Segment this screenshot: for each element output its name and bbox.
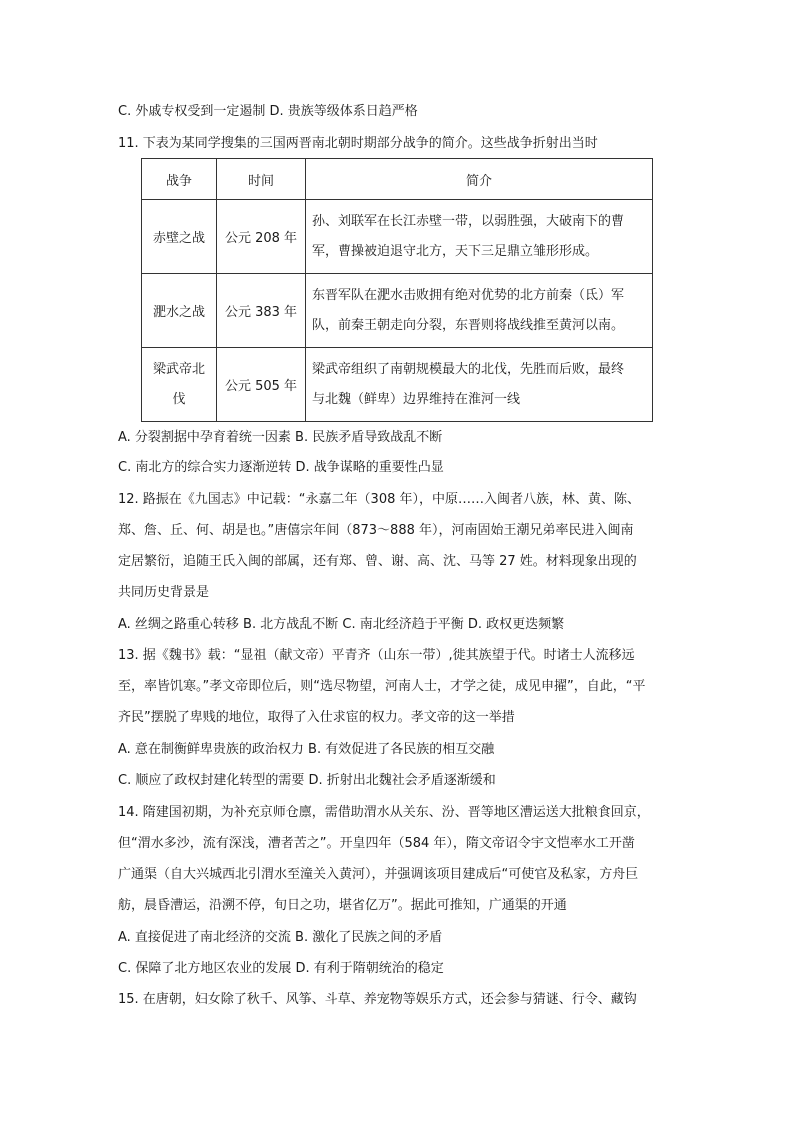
q14-stem-line: 14. 隋建国初期，为补充京师仓廪，需借助渭水从关东、汾、晋等地区漕运送大批粮食回京， [118,805,650,820]
war-time: 公元 383 年 [217,274,306,348]
desc-line: 与北魏（鲜卑）边界维持在淮河一线 [312,391,521,407]
desc-line: 孙、刘联军在长江赤壁一带，以弱胜强，大破南下的曹 [312,213,625,229]
header-war: 战争 [142,159,217,200]
q14-stem-line: 但“渭水多沙，流有深浅，漕者苦之”。开皇四年（584 年），隋文帝诏令宇文恺率水工开凿 [118,836,635,851]
header-time: 时间 [217,159,306,200]
q12-options: A. 丝绸之路重心转移 B. 北方战乱不断 C. 南北经济趋于平衡 D. 政权更迭频繁 [118,617,565,632]
q11-options-ab: A. 分裂割据中孕育着统一因素 B. 民族矛盾导致战乱不断 [118,430,443,445]
desc-line: 东晋军队在淝水击败拥有绝对优势的北方前秦（氐）军 [312,287,625,303]
desc-line: 军，曹操被迫退守北方，天下三足鼎立雏形形成。 [312,243,599,259]
war-name: 淝水之战 [142,274,217,348]
war-name-line: 梁武帝北 [152,361,205,377]
q12-stem-line: 郑、詹、丘、何、胡是也。”唐僖宗年间（873～888 年），河南固始王潮兄弟率民进入闽南 [118,523,634,538]
war-name-line: 伐 [172,391,186,407]
table-row [142,348,653,422]
table-header-row [142,159,653,200]
q13-stem-line: 齐民”摆脱了卑贱的地位，取得了入仕求宦的权力。孝文帝的这一举措 [118,710,515,725]
q14-options-cd: C. 保障了北方地区农业的发展 D. 有利于隋朝统治的稳定 [118,961,444,976]
war-desc [306,200,653,274]
q12-stem-line: 共同历史背景是 [118,585,210,600]
q14-stem-line: 广通渠（自大兴城西北引渭水至潼关入黄河），并强调该项目建成后“可使官及私家，方舟巨 [118,867,639,882]
q13-options-ab: A. 意在制衡鲜卑贵族的政治权力 B. 有效促进了各民族的相互交融 [118,742,495,757]
war-desc [306,348,653,422]
q13-options-cd: C. 顺应了政权封建化转型的需要 D. 折射出北魏社会矛盾逐渐缓和 [118,773,496,788]
war-name [142,348,217,422]
desc-line: 队，前秦王朝走向分裂，东晋则将战线推至黄河以南。 [312,317,625,333]
war-name: 赤壁之战 [142,200,217,274]
q11-options-cd: C. 南北方的综合实力逐渐逆转 D. 战争谋略的重要性凸显 [118,460,444,475]
q13-stem-line: 13. 据《魏书》载：“显祖（献文帝）平青齐（山东一带）,徙其族望于代。时诸士人流移远 [118,648,635,663]
q11-stem: 11. 下表为某同学搜集的三国两晋南北朝时期部分战争的简介。这些战争折射出当时 [118,136,598,151]
war-desc [306,274,653,348]
q15-stem-line: 15. 在唐朝，妇女除了秋千、风筝、斗草、养宠物等娱乐方式，还会参与猜谜、行令、藏钩 [118,992,637,1007]
header-desc: 简介 [306,159,653,200]
q13-stem-line: 至，率皆饥寒。”孝文帝即位后，则“选尽物望，河南人士，才学之徒，成见申擢”，自此，“平 [118,679,646,694]
q14-stem-line: 舫，晨昏漕运，沿溯不停，旬日之功，堪省亿万”。据此可推知，广通渠的开通 [118,898,567,913]
wars-table [141,158,653,422]
war-time: 公元 208 年 [217,200,306,274]
war-time: 公元 505 年 [217,348,306,422]
table-row [142,200,653,274]
q14-options-ab: A. 直接促进了南北经济的交流 B. 激化了民族之间的矛盾 [118,930,443,945]
table-row [142,274,653,348]
desc-line: 梁武帝组织了南朝规模最大的北伐，先胜而后败，最终 [312,361,625,377]
q10-options-cd: C. 外戚专权受到一定遏制 D. 贵族等级体系日趋严格 [118,104,418,119]
q12-stem-line: 12. 路振在《九国志》中记载：“永嘉二年（308 年），中原……入闽者八族，林、黄、陈、 [118,492,640,507]
q12-stem-line: 定居繁衍，追随王氏入闽的部属，还有郑、曾、谢、高、沈、马等 27 姓。材料现象出现的 [118,554,637,569]
